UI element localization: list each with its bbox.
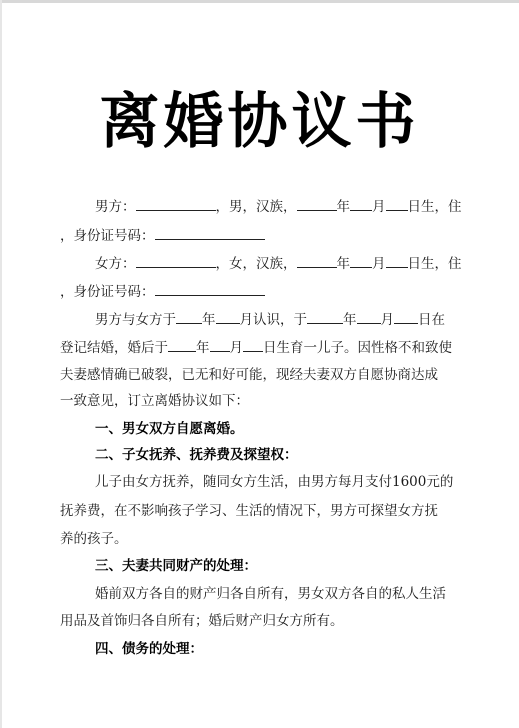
male-name-blank (136, 196, 216, 211)
male-day-residence-label: 日生，住 (407, 199, 462, 215)
female-id-label: ，身份证号码： (60, 284, 155, 300)
child-line-1: 儿子由女方抚养，随同女方生活，由男方每月支付1600元的 (95, 474, 454, 490)
reg-year-label: 年 (343, 312, 357, 328)
met-month-blank (216, 309, 240, 324)
intro-line-3: 夫妻感情确已破裂，已无和好可能，现经夫妻双方自愿协商达成 (60, 367, 438, 383)
male-info-line-2 (60, 225, 265, 246)
male-label: 男方： (95, 199, 136, 215)
section-heading-3: 三、夫妻共同财产的处理： (95, 558, 257, 574)
birth-year-blank (168, 337, 196, 352)
female-info-line-1 (95, 253, 462, 274)
section-heading-4: 四、债务的处理： (95, 641, 203, 657)
female-name-blank (136, 253, 216, 268)
female-info-line-2 (60, 281, 265, 302)
document-title: 离婚协议书 (99, 87, 420, 157)
intro-line-1 (95, 309, 445, 330)
female-id-blank (155, 281, 265, 296)
reg-month-blank (357, 309, 381, 324)
met-year-label: 年 (202, 312, 216, 328)
male-info-line-1 (95, 196, 462, 217)
female-label: 女方： (95, 256, 136, 272)
female-year-label: 年 (336, 256, 350, 272)
male-month-label: 月 (372, 199, 386, 215)
female-birth-month-blank (350, 253, 372, 268)
male-gender-ethnicity: ，男，汉族， (215, 199, 297, 215)
child-line-2: 抚养费，在不影响孩子学习、生活的情况下，男方可探望女方抚 (60, 503, 438, 519)
male-birth-day-blank (386, 196, 408, 211)
male-id-blank (155, 225, 265, 240)
property-line-2: 用品及首饰归各自所有；婚后财产归女方所有。 (60, 613, 344, 629)
section-heading-1: 一、男女双方自愿离婚。 (95, 421, 244, 437)
male-birth-month-blank (350, 196, 372, 211)
birth-day-label: 日生育一儿子。因性格不和致使 (263, 340, 452, 356)
birth-year-label: 年 (196, 340, 210, 356)
page-top-edge (0, 0, 519, 3)
property-line-1: 婚前双方各自的财产归各自所有，男女双方各自的私人生活 (95, 586, 446, 602)
child-line-3: 养的孩子。 (60, 531, 128, 547)
intro-registered-label: 登记结婚，婚后于 (60, 340, 168, 356)
met-year-blank (176, 309, 202, 324)
female-birth-day-blank (386, 253, 408, 268)
female-birth-year-blank (297, 253, 337, 268)
reg-day-label: 日在 (418, 312, 445, 328)
birth-day-blank (243, 337, 263, 352)
female-day-residence-label: 日生，住 (407, 256, 462, 272)
intro-line-4: 一致意见，订立离婚协议如下： (60, 393, 249, 409)
intro-line-2 (60, 337, 452, 358)
reg-month-label: 月 (380, 312, 394, 328)
intro-met-label: 男方与女方于 (95, 312, 176, 328)
female-gender-ethnicity: ，女，汉族， (215, 256, 297, 272)
female-month-label: 月 (372, 256, 386, 272)
section-heading-2: 二、子女抚养、抚养费及探望权： (95, 447, 298, 463)
birth-month-label: 月 (229, 340, 243, 356)
male-year-label: 年 (336, 199, 350, 215)
met-month-label: 月认识，于 (239, 312, 307, 328)
birth-month-blank (210, 337, 230, 352)
reg-day-blank (394, 309, 418, 324)
male-birth-year-blank (297, 196, 337, 211)
reg-year-blank (307, 309, 343, 324)
male-id-label: ，身份证号码： (60, 228, 155, 244)
